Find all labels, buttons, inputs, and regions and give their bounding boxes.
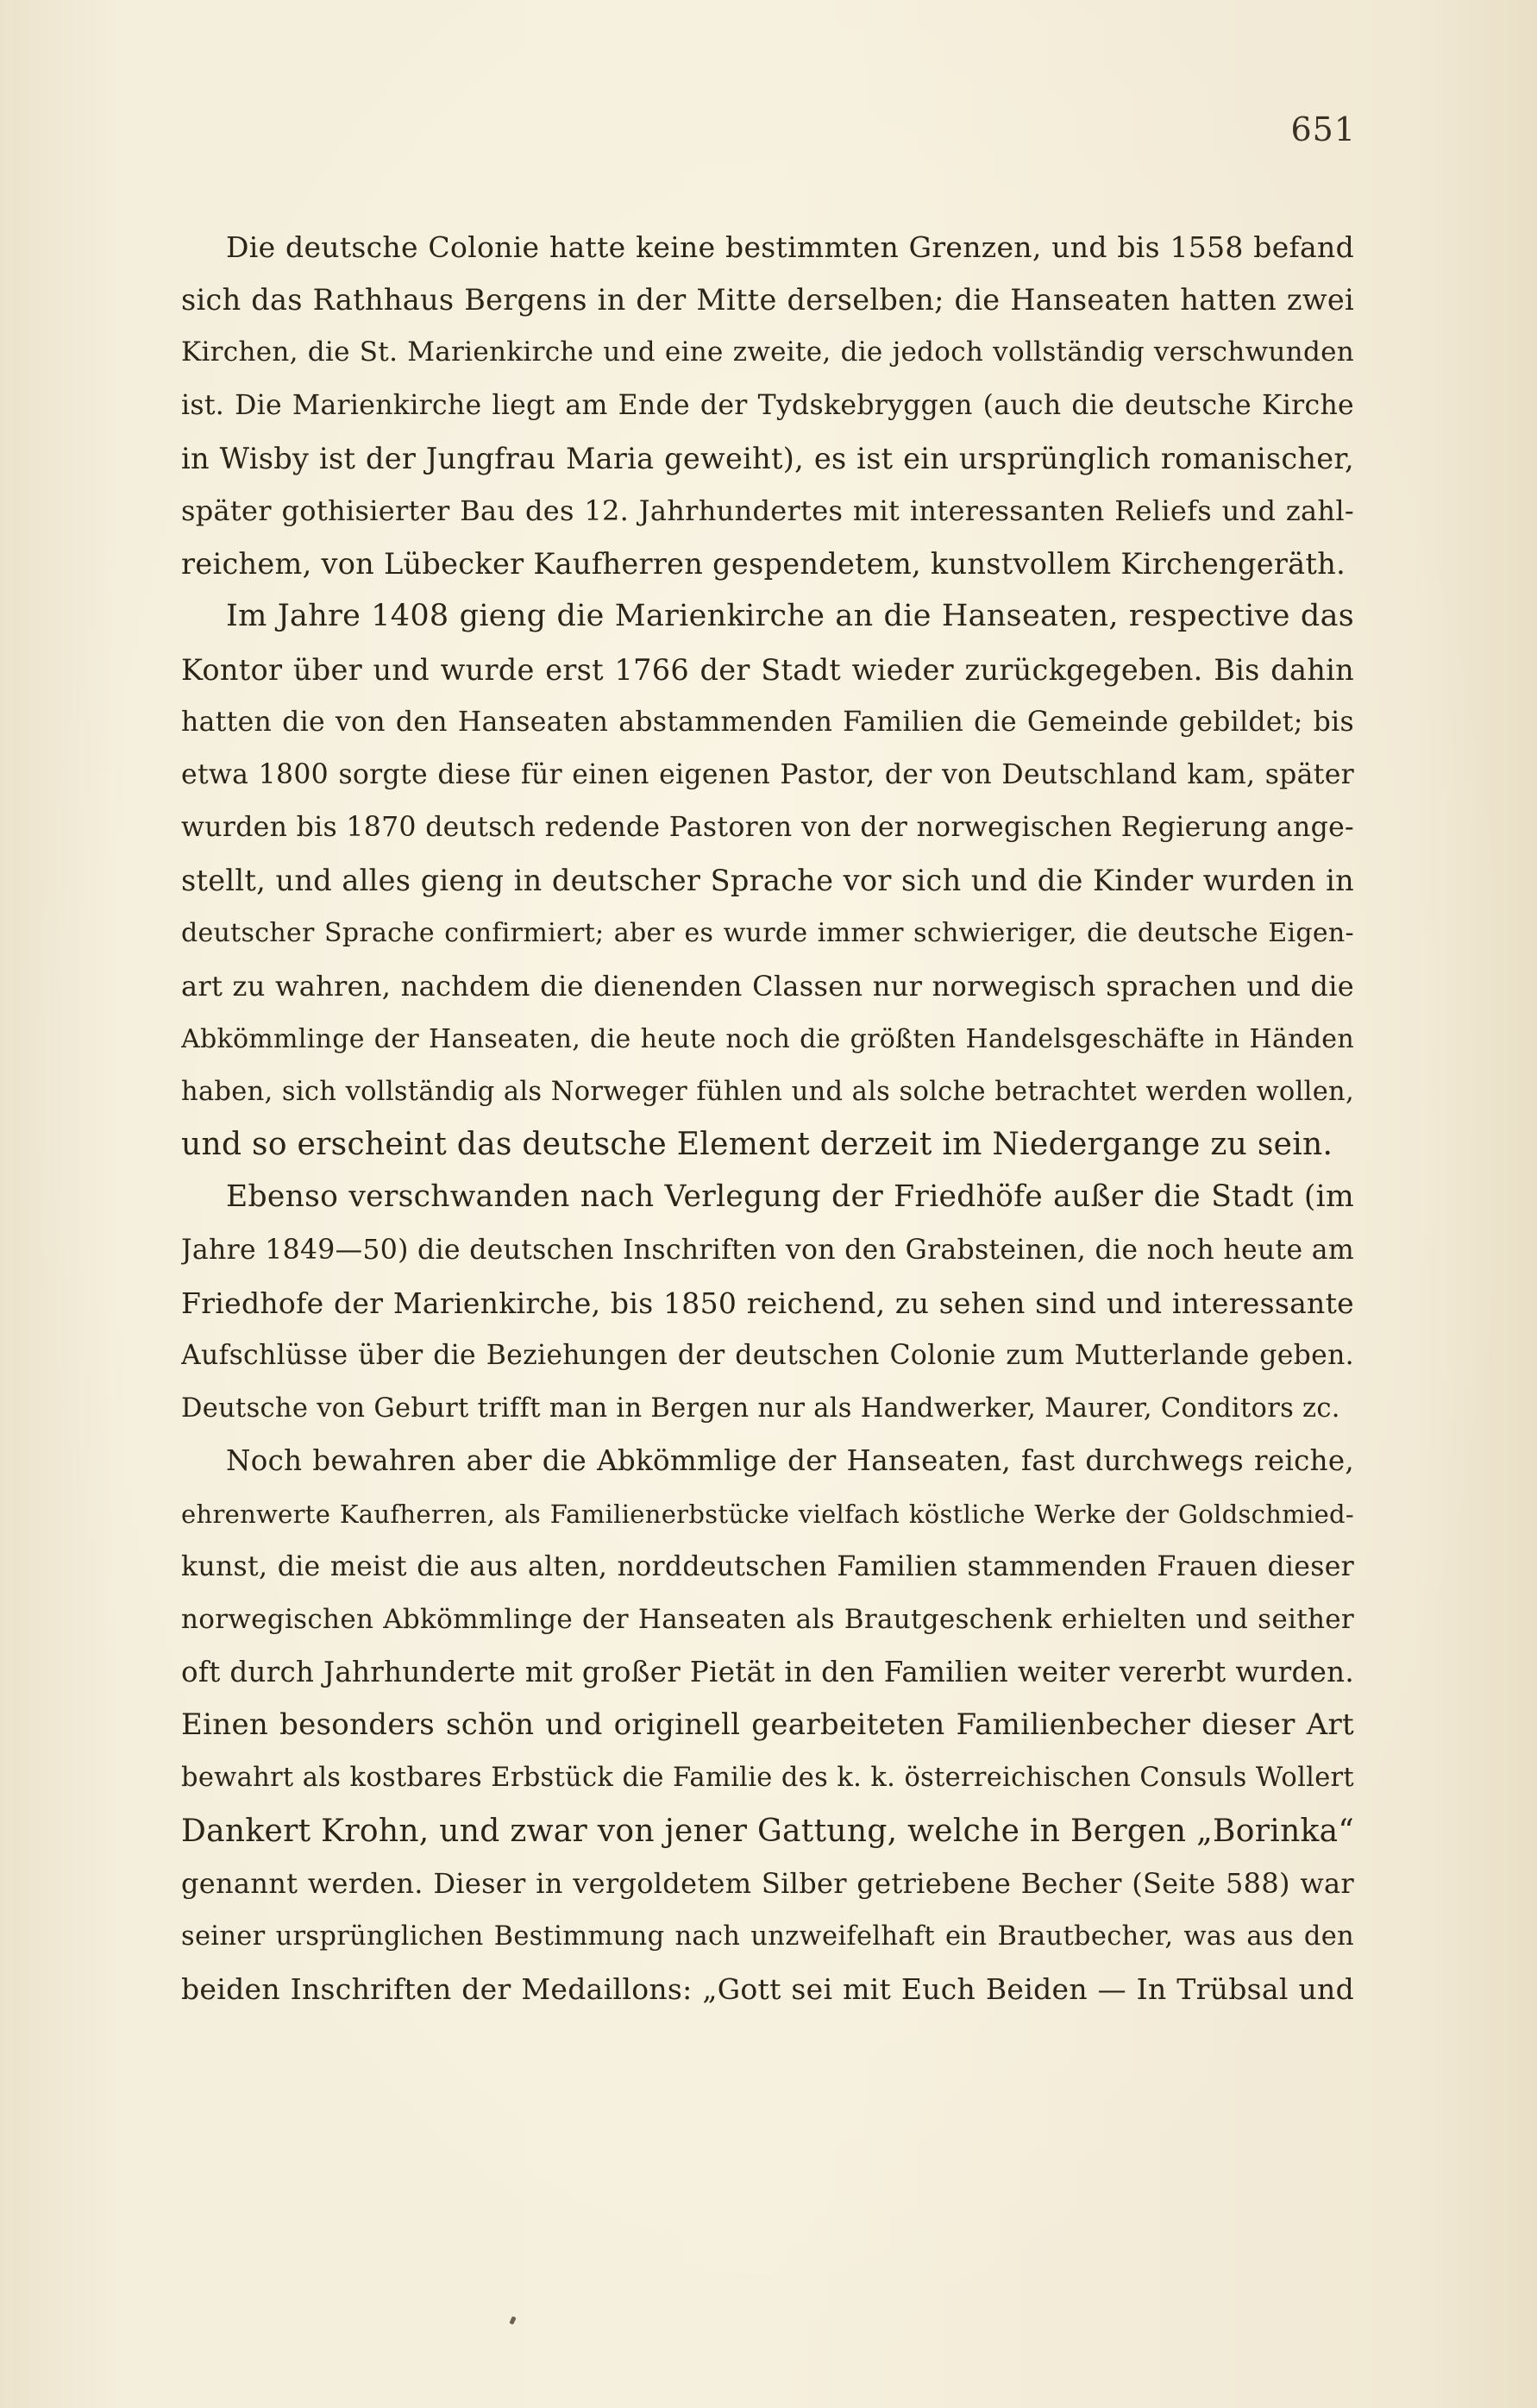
text-line: norwegischen Abkömmlinge der Hanseaten als Brautgeschenk erhielten und seither (181, 1603, 1354, 1635)
text-line: ist. Die Marienkirche liegt am Ende der Tydskebryggen (auch die deutsche Kirche (181, 389, 1354, 421)
text-line: Friedhofe der Marienkirche, bis 1850 reichend, zu sehen sind und interessante (181, 1286, 1354, 1320)
text-line: bewahrt als kostbares Erbstück die Familie des k. k. österreichischen Consuls Wollert (181, 1763, 1354, 1794)
text-line: Kirchen, die St. Marienkirche und eine zweite, die jedoch vollständig verschwunden (181, 336, 1354, 368)
text-line: hatten die von den Hanseaten abstammenden Familien die Gemeinde gebildet; bis (181, 706, 1354, 738)
text-line: stellt, und alles gieng in deutscher Sprache vor sich und die Kinder wurden in (181, 864, 1354, 898)
text-line: Im Jahre 1408 gieng die Marienkirche an die Hanseaten, respective das (226, 599, 1354, 634)
text-line: in Wisby ist der Jungfrau Maria geweiht), es ist ein ursprünglich romanischer, (181, 441, 1354, 475)
text-line: später gothisierter Bau des 12. Jahrhundertes mit interessanten Reliefs und zahl- (181, 494, 1354, 527)
text-line: Aufschlüsse über die Beziehungen der deutschen Colonie zum Mutterlande geben. (181, 1339, 1354, 1371)
text-line: reichem, von Lübecker Kaufherren gespendetem, kunstvollem Kirchengeräth. (181, 547, 1346, 582)
text-line: Dankert Krohn, und zwar von jener Gattung, welche in Bergen „Borinka“ (181, 1813, 1354, 1849)
text-line: haben, sich vollständig als Norweger fühlen und als solche betrachtet werden wollen, (181, 1077, 1354, 1107)
text-line: Deutsche von Geburt trifft man in Bergen nur als Handwerker, Maurer, Conditors zc. (181, 1393, 1340, 1424)
text-line: sich das Rathhaus Bergens in der Mitte derselben; die Hanseaten hatten zwei (181, 283, 1354, 318)
text-line: beiden Inschriften der Medaillons: „Gott sei mit Euch Beiden — In Trübsal und (181, 1972, 1354, 2007)
text-line: Kontor über und wurde erst 1766 der Stadt wieder zurückgegeben. Bis dahin (181, 652, 1354, 687)
text-line: Ebenso verschwanden nach Verlegung der Friedhöfe außer die Stadt (im (226, 1179, 1354, 1215)
text-line: Noch bewahren aber die Abkömmlige der Hanseaten, fast durchwegs reiche, (226, 1444, 1354, 1478)
text-line: kunst, die meist die aus alten, norddeutschen Familien stammenden Frauen dieser (181, 1550, 1354, 1582)
text-line: Abkömmlinge der Hanseaten, die heute noch die größten Handelsgeschäfte in Händen (181, 1023, 1354, 1054)
body-text (181, 221, 1354, 2015)
text-line: Einen besonders schön und originell gearbeiteten Familienbecher dieser Art (181, 1707, 1354, 1743)
text-line: wurden bis 1870 deutsch redende Pastoren von der norwegischen Regierung ange- (181, 812, 1354, 844)
text-line: und so erscheint das deutsche Element derzeit im Niedergange zu sein. (181, 1127, 1333, 1163)
text-line: genannt werden. Dieser in vergoldetem Silber getriebene Becher (Seite 588) war (181, 1866, 1354, 1900)
ink-speck (509, 2316, 516, 2324)
page-number: 651 (1290, 110, 1356, 148)
text-line: oft durch Jahrhunderte mit großer Pietät in den Familien weiter vererbt wurden. (181, 1656, 1354, 1689)
text-line: ehrenwerte Kaufherren, als Familienerbstücke vielfach köstliche Werke der Goldschmied- (181, 1499, 1354, 1529)
text-line: Die deutsche Colonie hatte keine bestimmten Grenzen, und bis 1558 befand (226, 230, 1354, 264)
text-line: Jahre 1849—50) die deutschen Inschriften von den Grabsteinen, die noch heute am (181, 1234, 1354, 1266)
text-line: art zu wahren, nachdem die dienenden Classen nur norwegisch sprachen und die (181, 969, 1354, 1003)
text-line: deutscher Sprache confirmiert; aber es wurde immer schwieriger, die deutsche Eigen- (181, 918, 1354, 949)
text-line: etwa 1800 sorgte diese für einen eigenen Pastor, der von Deutschland kam, später (181, 758, 1354, 790)
text-line: seiner ursprünglichen Bestimmung nach unzweifelhaft ein Brautbecher, was aus den (181, 1921, 1354, 1952)
